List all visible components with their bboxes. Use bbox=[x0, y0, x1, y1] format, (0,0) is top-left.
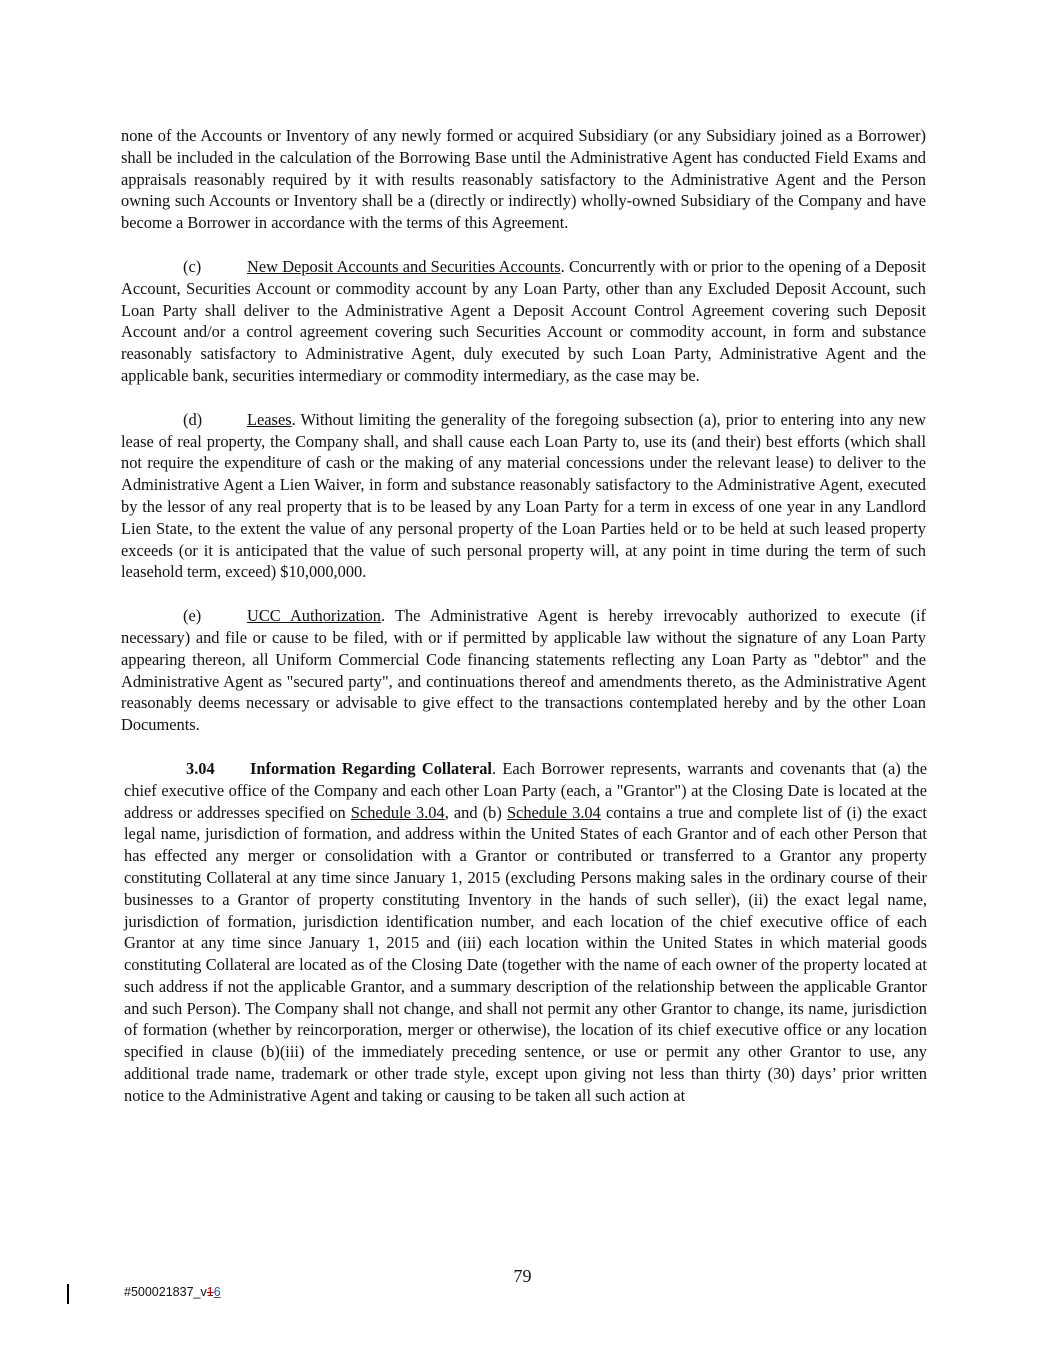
clause-label-e: (e) bbox=[183, 606, 202, 626]
section-3-04 bbox=[124, 758, 927, 1107]
clause-label-d: (d) bbox=[183, 409, 203, 429]
heading-leases: Leases bbox=[247, 409, 292, 429]
document-page bbox=[121, 125, 926, 1129]
revision-change-bar bbox=[67, 1284, 69, 1304]
section-heading: Information Regarding Collateral bbox=[250, 758, 492, 778]
section-number: 3.04 bbox=[186, 758, 215, 778]
paragraph-continuation: none of the Accounts or Inventory of any newly formed or acquired Subsidiary (or any Subsidiary joined as a Borrower) shall be included in the calculation of the Borrowing Base until the Administrative Agent has conducted Field Exams and appraisals reasonably required by it with results reasonably satisfactory to the Administrative Agent and the Person owning such Accounts or Inventory shall be a (directly or indirectly) wholly-owned Subsidiary of the Company and have become a Borrower in accordance with the terms of this Agreement. bbox=[121, 126, 926, 233]
paragraph-c bbox=[121, 256, 926, 387]
document-id bbox=[124, 1285, 221, 1299]
section-body-2: , and (b) bbox=[444, 802, 507, 822]
clause-label-c: (c) bbox=[183, 256, 202, 276]
page-number: 79 bbox=[513, 1266, 532, 1286]
heading-new-deposit-accounts: New Deposit Accounts and Securities Accounts bbox=[247, 256, 561, 276]
document-id-deleted-version: 1 bbox=[206, 1285, 214, 1299]
heading-ucc-authorization: UCC Authorization bbox=[247, 606, 381, 626]
schedule-link-1: Schedule 3.04 bbox=[350, 802, 445, 822]
paragraph-e-body: . The Administrative Agent is hereby irrevocably authorized to execute (if necessary) and file or cause to be filed, with or if permitted by applicable law without the signature of any Loan Party appearing thereon, all Uniform Commercial Code financing statements reflecting any Loan Party as "debtor" and the Administrative Agent as "secured party", and continuations thereof and amendments thereto, as the Administrative Agent reasonably deems necessary or advisable to give effect to the transactions contemplated hereby and by the other Loan Documents. bbox=[121, 606, 926, 735]
schedule-link-2: Schedule 3.04 bbox=[506, 802, 601, 822]
paragraph-c-body: . Concurrently with or prior to the opening of a Deposit Account, Securities Account or commodity account by any Loan Party, other than any Excluded Deposit Account, such Loan Party shall deliver to the Administrative Agent a Deposit Account Control Agreement covering such Deposit Account and/or a control agreement covering such Securities Account or commodity account, in form and substance reasonably satisfactory to Administrative Agent, duly executed by such Loan Party, Administrative Agent and the applicable bank, securities intermediary or commodity intermediary, as the case may be. bbox=[121, 256, 926, 385]
section-body-3: contains a true and complete list of (i) the exact legal name, jurisdiction of formation, and address within the United States of each Grantor and of each other Person that has effected any merger or consolidation with a Grantor or contributed or transferred to a Grantor any property constituting Collateral at any time since January 1, 2015 (excluding Persons making sales in the ordinary course of their businesses to a Grantor of property constituting Inventory in the hands of such seller), (ii) the exact legal name, jurisdiction of formation, jurisdiction identification number, and each location of the chief executive office of each Grantor at any time since January 1, 2015 and (iii) each location within the United States in which material goods constituting Collateral are located as of the Closing Date (together with the name of each owner of the property located at such address if not the applicable Grantor, and a summary description of the relationship between the applicable Grantor and such Person). The Company shall not change, and shall not permit any other Grantor to change, its name, jurisdiction of formation (whether by reincorporation, merger or otherwise), the location of its chief executive office or any location specified in clause (b)(iii) of the immediately preceding sentence, or use or permit any other Grantor to use, any additional trade name, trademark or other trade style, except upon giving not less than thirty (30) days’ prior written notice to the Administrative Agent and taking or causing to be taken all such action at bbox=[124, 802, 927, 1105]
document-id-inserted-version: 6 bbox=[213, 1285, 221, 1299]
document-id-prefix: #500021837_v bbox=[124, 1285, 207, 1299]
paragraph-d-body: . Without limiting the generality of the foregoing subsection (a), prior to entering into any new lease of real property, the Company shall, and shall cause each Loan Party to, use its (and their) best efforts (which shall not require the expenditure of cash or the making of any material concessions under the relevant lease) to deliver to the Administrative Agent a Lien Waiver, in form and substance reasonably satisfactory to the Administrative Agent, executed by the lessor of any real property that is to be leased by any Loan Party for a term in excess of one year in any Landlord Lien State, to the extent the value of any personal property of the Loan Parties held or to be held at such leased property exceeds (or it is anticipated that the value of such personal property will, at any point in time during the term of such leasehold term, exceed) $10,000,000. bbox=[121, 409, 926, 582]
paragraph-e bbox=[121, 605, 926, 736]
section-body-1: . Each Borrower represents, warrants and covenants that (a) the chief executive office of the Company and each other Loan Party (each, a "Grantor") at the Closing Date is located at the address or addresses specified on bbox=[124, 758, 928, 822]
paragraph-d bbox=[121, 409, 926, 583]
